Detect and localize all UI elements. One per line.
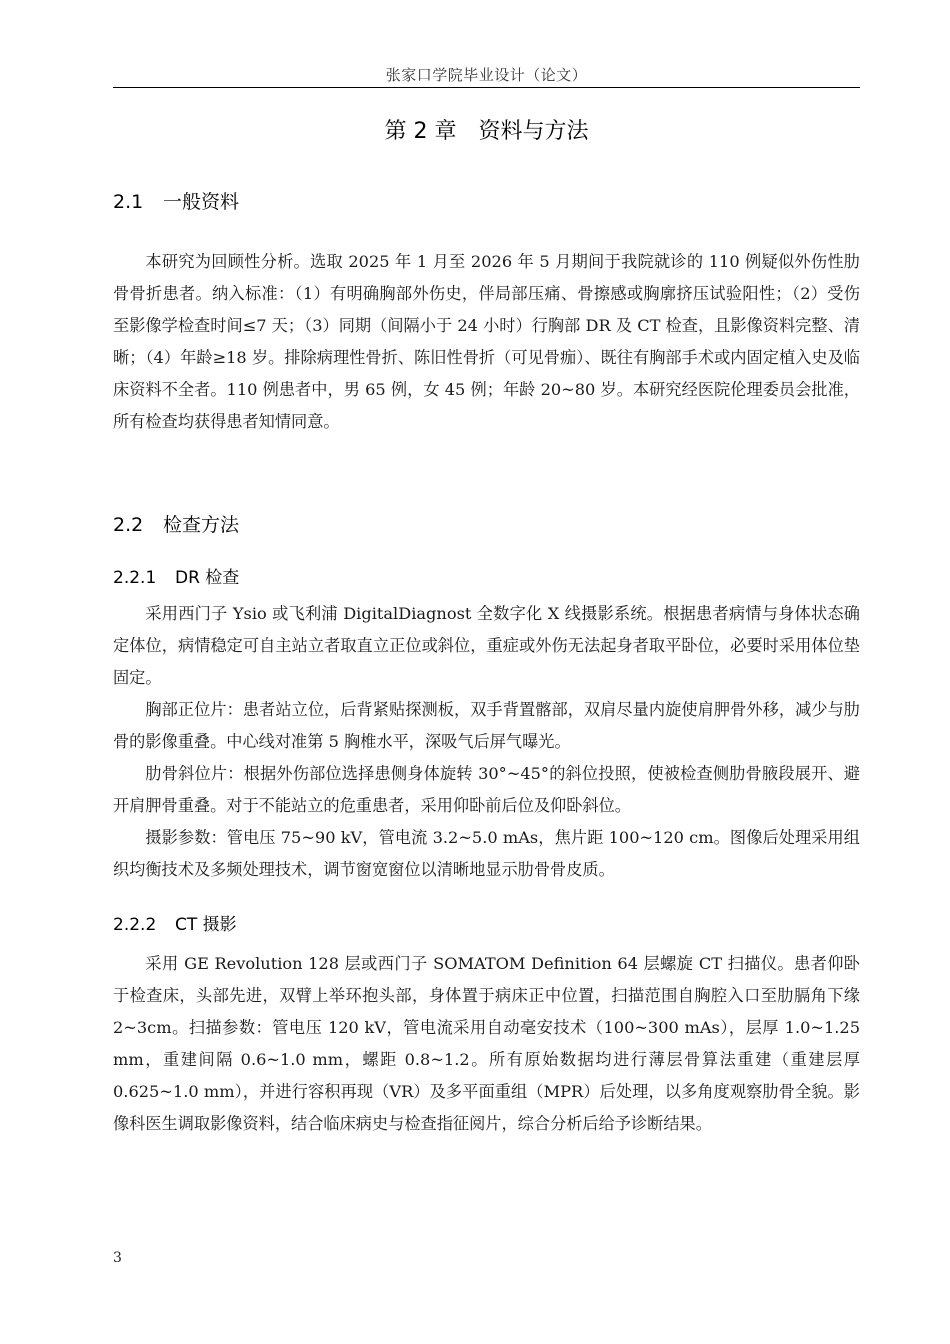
section-title: CT 摄影 <box>175 915 237 935</box>
paragraph-ct: 采用 GE Revolution 128 层或西门子 SOMATOM Definition 64 层螺旋 CT 扫描仪。患者仰卧于检查床，头部先进，双臂上举环抱头部，身体置于病床正中位置，扫描范围自胸腔入口至肋膈角下缘 2~3cm。扫描参数：管电压 120 kV，管电流采用自动毫安技术（100~300 mAs），层厚 1.0~1.25 mm，重建间隔 0.6~1.0 mm，螺距 0.8~1.2。所有原始数据均进行薄层骨算法重建（重建层厚 0.625~1.0 mm），并进行容积再现（VR）及多平面重组（MPR）后处理，以多角度观察肋骨全貌。影像科医生调取影像资料，结合临床病史与检查指征阅片，综合分析后给予诊断结果。 <box>113 954 860 1133</box>
paragraph-dr-oblique-view: 肋骨斜位片：根据外伤部位选择患侧身体旋转 30°~45°的斜位投照，使被检查侧肋骨腋段展开、避开肩胛骨重叠。对于不能站立的危重患者，采用仰卧前后位及仰卧斜位。 <box>113 764 860 815</box>
section-2-1-heading <box>113 187 239 214</box>
paragraph-dr-pa-view: 胸部正位片：患者站立位，后背紧贴探测板，双手背置髂部，双肩尽量内旋使肩胛骨外移，减少与肋骨的影像重叠。中心线对准第 5 胸椎水平，深吸气后屏气曝光。 <box>113 700 860 751</box>
section-number: 2.2 <box>113 514 144 536</box>
section-2-2-heading <box>113 510 239 537</box>
general-info-block <box>113 246 860 438</box>
page-header: 张家口学院毕业设计（论文） <box>385 66 588 84</box>
paragraph-dr-parameters: 摄影参数：管电压 75~90 kV，管电流 3.2~5.0 mAs，焦片距 100~120 cm。图像后处理采用组织均衡技术及多频处理技术，调节窗宽窗位以清晰地显示肋骨骨皮质。 <box>113 828 860 879</box>
section-title: 一般资料 <box>163 191 240 213</box>
chapter-title <box>113 114 860 145</box>
section-title: 检查方法 <box>163 514 240 536</box>
ct-exam-block <box>113 948 860 1140</box>
section-2-2-2-heading <box>113 910 237 935</box>
paragraph-dr-system: 采用西门子 Ysio 或飞利浦 DigitalDiagnost 全数字化 X 线摄影系统。根据患者病情与身体状态确定体位，病情稳定可自主站立者取直立正位或斜位，重症或外伤无法起身者取平卧位，必要时采用体位垫固定。 <box>113 604 860 687</box>
dr-exam-block <box>113 598 860 886</box>
page-number: 3 <box>113 1250 122 1266</box>
section-title: DR 检查 <box>175 568 240 588</box>
paragraph-general: 本研究为回顾性分析。选取 2025 年 1 月至 2026 年 5 月期间于我院就诊的 110 例疑似外伤性肋骨骨折患者。纳入标准：（1）有明确胸部外伤史，伴局部压痛、骨擦感或胸廓挤压试验阳性；（2）受伤至影像学检查时间≤7 天；（3）同期（间隔小于 24 小时）行胸部 DR 及 CT 检查，且影像资料完整、清晰；（4）年龄≥18 岁。排除病理性骨折、陈旧性骨折（可见骨痂）、既往有胸部手术或内固定植入史及临床资料不全者。110 例患者中，男 65 例，女 45 例；年龄 20~80 岁。本研究经医院伦理委员会批准，所有检查均获得患者知情同意。 <box>113 252 860 431</box>
section-number: 2.2.2 <box>113 915 157 935</box>
chapter-name: 资料与方法 <box>478 119 589 144</box>
section-2-2-1-heading <box>113 563 239 588</box>
chapter-number: 第 2 章 <box>384 119 457 144</box>
section-number: 2.2.1 <box>113 568 157 588</box>
header-rule <box>113 87 860 88</box>
section-number: 2.1 <box>113 191 144 213</box>
